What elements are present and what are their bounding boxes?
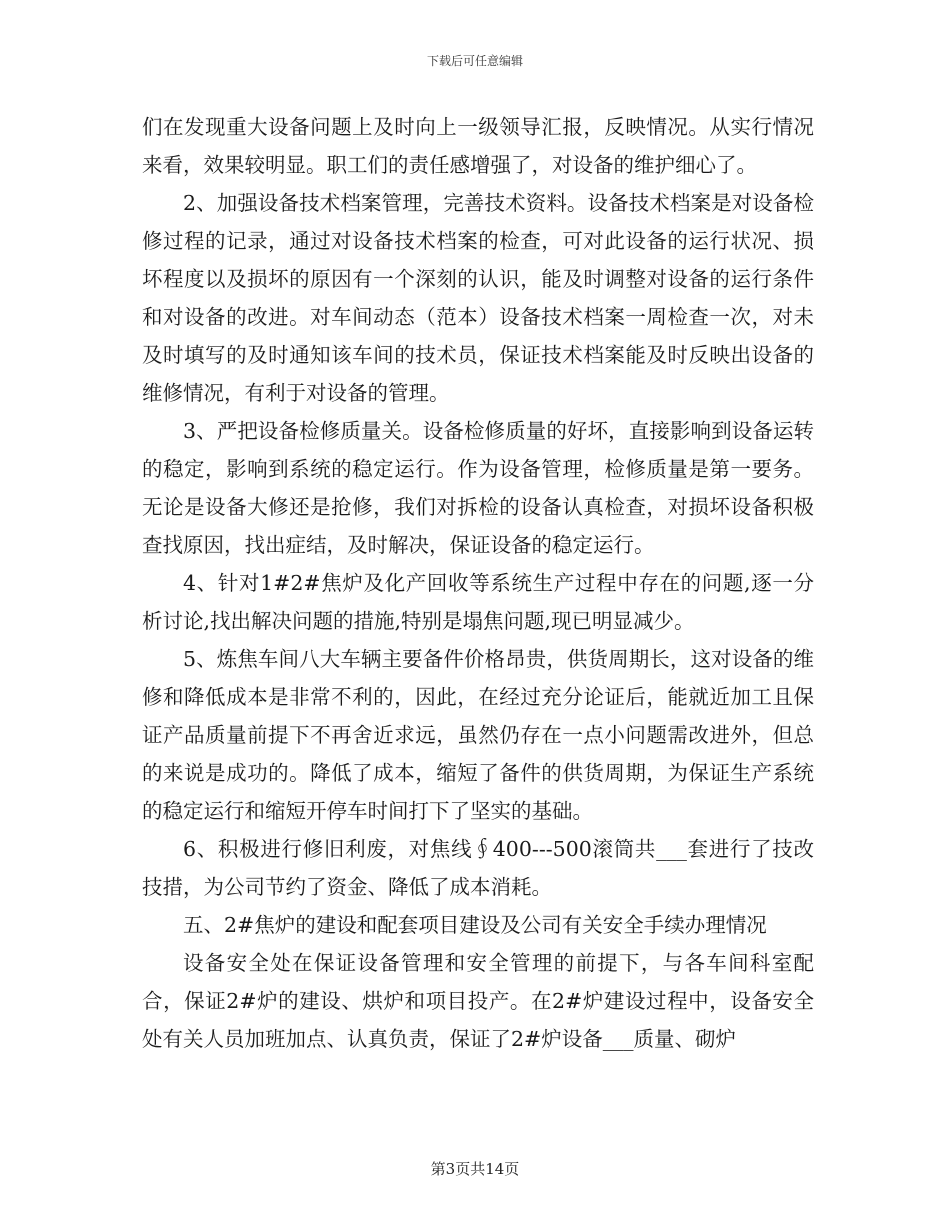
paragraph-item-3: 3、严把设备检修质量关。设备检修质量的好坏，直接影响到设备运转的稳定，影响到系统的稳定运行。作为设备管理，检修质量是第一要务。无论是设备大修还是抢修，我们对拆检的设备认真检查，对损坏设备积极查找原因，找出症结，及时解决，保证设备的稳定运行。 <box>142 419 814 557</box>
paragraph-item-4: 4、针对1#2#焦炉及化产回收等系统生产过程中存在的问题,逐一分析讨论,找出解决问题的措施,特别是塌焦问题,现已明显减少。 <box>142 571 814 633</box>
page-header-note: 下载后可任意编辑 <box>426 54 523 68</box>
paragraph-item-2: 2、加强设备技术档案管理，完善技术资料。设备技术档案是对设备检修过程的记录，通过对设备技术档案的检查，可对此设备的运行状况、损坏程度以及损坏的原因有一个深刻的认识，能及时调整对设备的运行条件和对设备的改进。对车间动态（范本）设备技术档案一周检查一次，对未及时填写的及时通知该车间的技术员，保证技术档案能及时反映出设备的维修情况，有利于对设备的管理。 <box>142 191 814 405</box>
page-number: 第3页共14页 <box>430 1160 520 1178</box>
paragraph-section-5-body: 设备安全处在保证设备管理和安全管理的前提下，与各车间科室配合，保证2#炉的建设、烘炉和项目投产。在2#炉建设过程中，设备安全处有关人员加班加点、认真负责，保证了2#炉设备___质量、砌炉 <box>142 951 814 1051</box>
paragraph-item-5: 5、炼焦车间八大车辆主要备件价格昂贵，供货周期长，这对设备的维修和降低成本是非常不利的，因此，在经过充分论证后，能就近加工且保证产品质量前提下不再舍近求远，虽然仍存在一点小问题需改进外，但总的来说是成功的。降低了成本，缩短了备件的供货周期，为保证生产系统的稳定运行和缩短开停车时间打下了坚实的基础。 <box>142 647 814 823</box>
paragraph-continuation: 们在发现重大设备问题上及时向上一级领导汇报，反映情况。从实行情况来看，效果较明显。职工们的责任感增强了，对设备的维护细心了。 <box>142 115 814 177</box>
section-heading-5: 五、2#焦炉的建设和配套项目建设及公司有关安全手续办理情况 <box>183 913 767 937</box>
paragraph-item-6: 6、积极进行修旧利废，对焦线∮400---500滚筒共___套进行了技改技措，为公司节约了资金、降低了成本消耗。 <box>142 837 814 899</box>
document-body <box>142 108 814 1058</box>
